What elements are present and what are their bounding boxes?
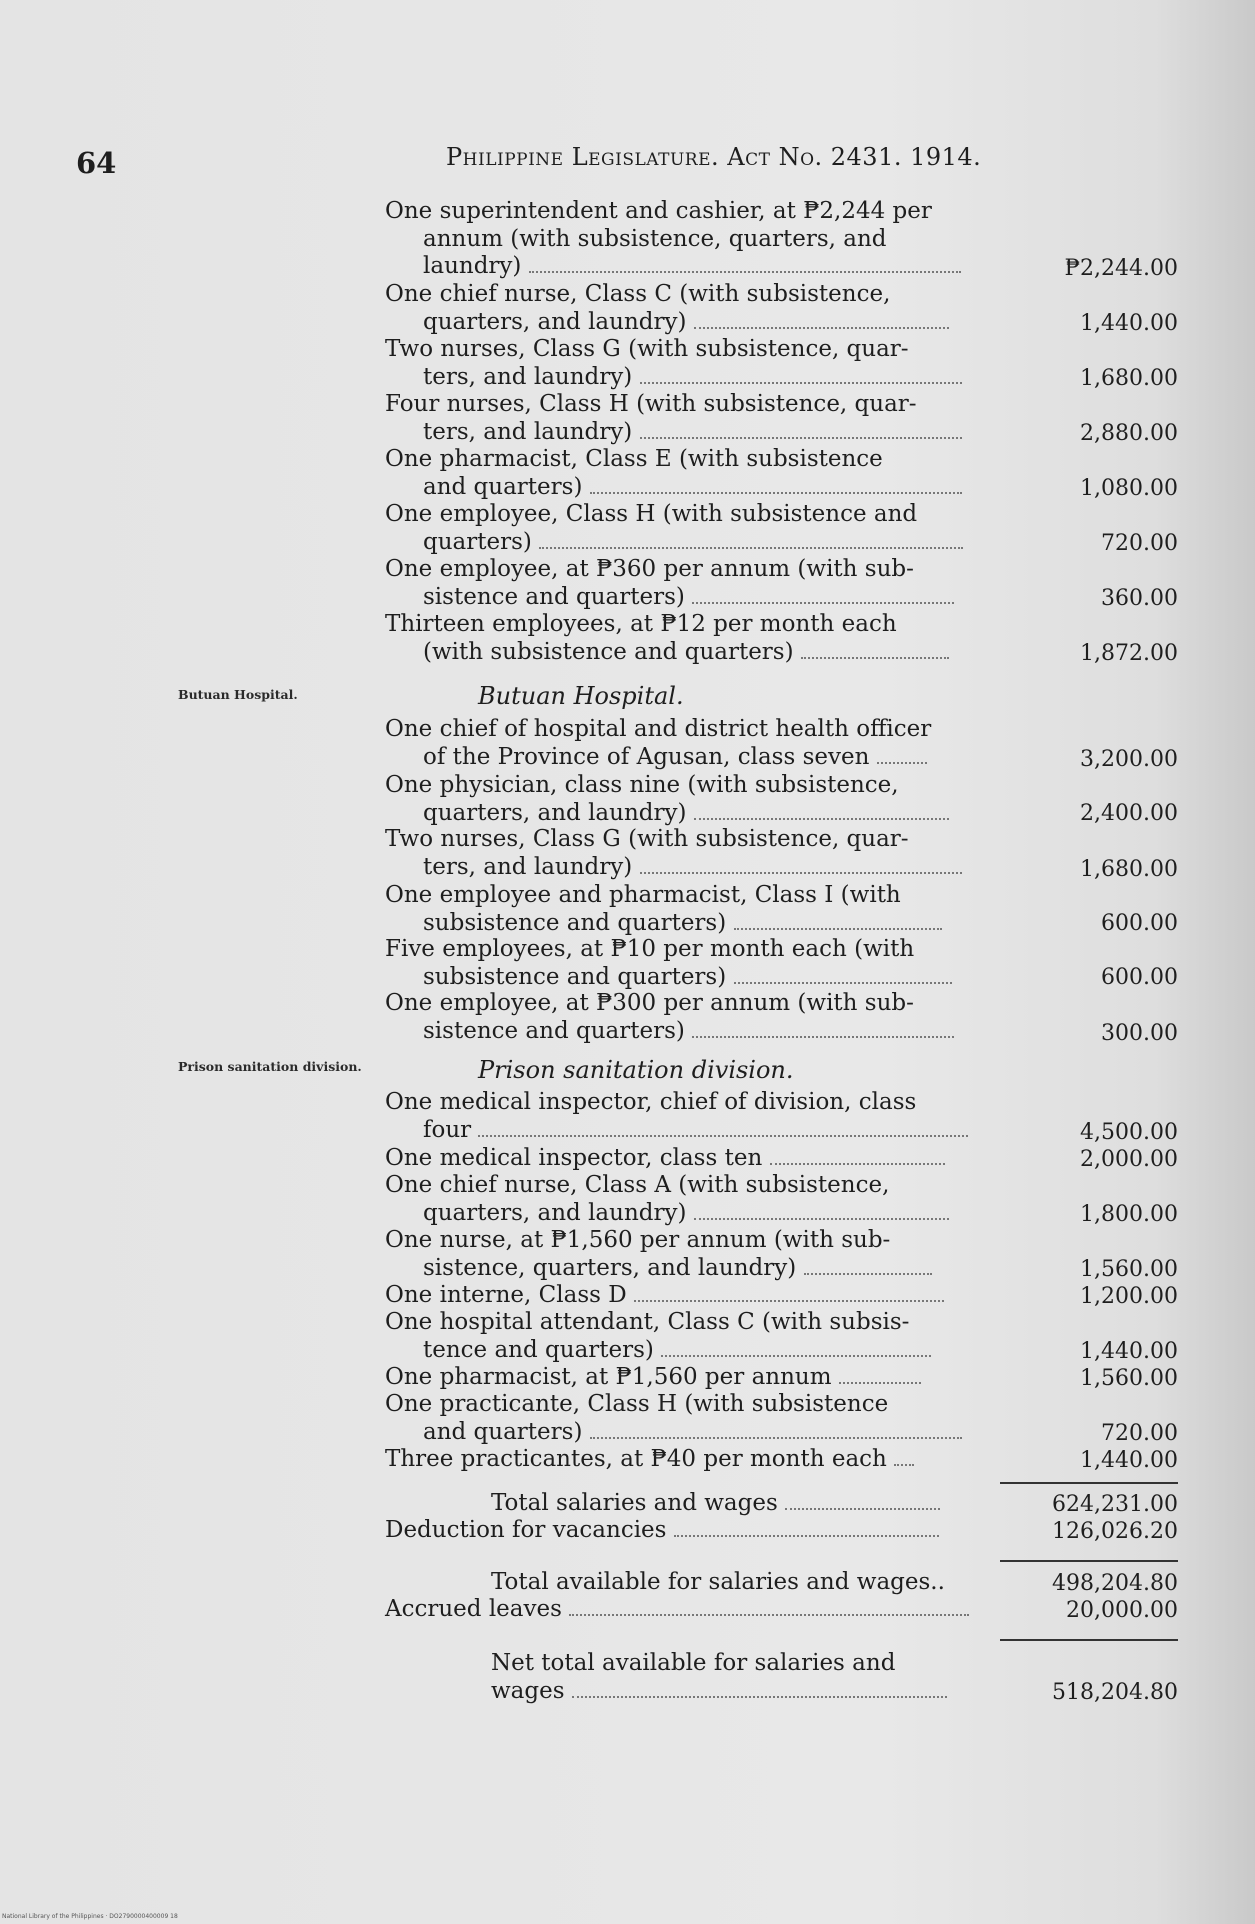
entry-text: One chief nurse, Class A (with subsistence, [385, 1172, 890, 1198]
page-number: 64 [76, 146, 117, 180]
entry-text: Total salaries and wages [491, 1490, 778, 1516]
amount: 1,440.00 [1080, 1448, 1178, 1473]
entry-text: One superintendent and cashier, at ₱2,244 per [385, 198, 932, 224]
amount: 1,440.00 [1080, 311, 1178, 336]
entry-text: quarters, and laundry) [423, 1199, 687, 1226]
amount: 1,680.00 [1080, 857, 1178, 882]
entry [385, 336, 1190, 391]
entry-text: Four nurses, Class H (with subsistence, quar- [385, 391, 917, 417]
amount: 1,872.00 [1080, 641, 1178, 666]
entry-text: of the Province of Agusan, class seven [423, 743, 870, 770]
amount: 3,200.00 [1080, 747, 1178, 772]
entry-text: One practicante, Class H (with subsistence [385, 1391, 889, 1417]
entry-text: One physician, class nine (with subsistence, [385, 772, 899, 798]
entry [385, 716, 1190, 772]
amount: 20,000.00 [1066, 1598, 1178, 1623]
entry-text: One employee, at ₱300 per annum (with sub- [385, 990, 914, 1016]
rule [1000, 1560, 1178, 1562]
entry-text: One hospital attendant, Class C (with subsis- [385, 1309, 910, 1335]
entry-text: quarters) [423, 528, 532, 555]
entry-text: ters, and laundry) [423, 853, 633, 880]
total-entry [385, 1650, 1190, 1705]
amount: 624,231.00 [1052, 1492, 1178, 1517]
entry [385, 501, 1190, 556]
amount: 720.00 [1101, 531, 1178, 556]
entry-text: Accrued leaves [385, 1596, 562, 1622]
amount: 1,800.00 [1080, 1202, 1178, 1227]
amount: 518,204.80 [1052, 1680, 1178, 1705]
amount: 2,000.00 [1080, 1147, 1178, 1172]
entry-text: subsistence and quarters) [423, 909, 727, 936]
entry-text: four [423, 1116, 472, 1143]
amount: 600.00 [1101, 965, 1178, 990]
amount: ₱2,244.00 [1064, 256, 1178, 281]
entry [385, 281, 1190, 336]
entry [385, 611, 1190, 666]
entry [385, 1089, 1190, 1145]
entry-text: One pharmacist, at ₱1,560 per annum [385, 1364, 832, 1390]
entry [385, 1364, 1190, 1391]
entry [385, 198, 1190, 281]
entry-text: One employee, at ₱360 per annum (with sub- [385, 556, 914, 582]
entry-text: laundry) [423, 253, 522, 279]
entry [385, 772, 1190, 826]
amount: 2,880.00 [1080, 421, 1178, 446]
entry-text: subsistence and quarters) [423, 963, 727, 990]
entry-text: and quarters) [423, 473, 583, 500]
footer-tag: National Library of the Philippines · DO2790000400009 18 [2, 1913, 178, 1920]
entry-text: Net total available for salaries and [491, 1650, 896, 1676]
entry-text: One pharmacist, Class E (with subsistence [385, 446, 883, 472]
entry-text: One employee, Class H (with subsistence and [385, 501, 918, 527]
entry-text: and quarters) [423, 1418, 583, 1445]
entry [385, 1391, 1190, 1446]
entry-text: One chief of hospital and district health officer [385, 716, 932, 742]
entry-text: wages [491, 1677, 565, 1704]
entry [385, 1172, 1190, 1227]
entry-text: Two nurses, Class G (with subsistence, quar- [385, 336, 909, 362]
section-heading-prison: Prison sanitation division. [478, 1056, 794, 1084]
entry-text: tence and quarters) [423, 1336, 654, 1363]
entry-text: Thirteen employees, at ₱12 per month each [385, 611, 897, 637]
amount: 126,026.20 [1052, 1519, 1178, 1544]
entry [385, 882, 1190, 936]
entry-text: One interne, Class D [385, 1282, 627, 1308]
amount: 4,500.00 [1080, 1120, 1178, 1145]
rule [1000, 1482, 1178, 1484]
amount: 1,560.00 [1080, 1366, 1178, 1391]
entry-text: Two nurses, Class G (with subsistence, quar- [385, 826, 909, 852]
entry [385, 391, 1190, 446]
entry [385, 826, 1190, 882]
amount: 1,440.00 [1080, 1339, 1178, 1364]
total-entry: Total available for salaries and wages.. 498,204.80 [491, 1569, 1178, 1596]
amount: 1,560.00 [1080, 1257, 1178, 1282]
entry-text: sistence and quarters) [423, 583, 685, 610]
amount: 1,680.00 [1080, 366, 1178, 391]
amount: 300.00 [1101, 1021, 1178, 1046]
entry-text: Deduction for vacancies [385, 1517, 667, 1543]
entry [385, 1282, 1190, 1309]
section-heading-butuan: Butuan Hospital. [478, 682, 684, 710]
entry-text: Three practicantes, at ₱40 per month each [385, 1446, 887, 1472]
entry [385, 446, 1190, 501]
amount: 720.00 [1101, 1421, 1178, 1446]
amount: 600.00 [1101, 911, 1178, 936]
sidenote-prison: Prison sanitation division. [178, 1059, 362, 1074]
entry-text: sistence, quarters, and laundry) [423, 1254, 797, 1281]
entry [385, 556, 1190, 611]
entry-text: quarters, and laundry) [423, 799, 687, 826]
entry-text: One employee and pharmacist, Class I (with [385, 882, 901, 908]
entry [385, 1309, 1190, 1364]
entry-text: ters, and laundry) [423, 418, 633, 445]
entry-text: quarters, and laundry) [423, 308, 687, 335]
amount: 1,080.00 [1080, 476, 1178, 501]
sidenote-butuan: Butuan Hospital. [178, 687, 298, 702]
entry [385, 1446, 1190, 1473]
amount: 498,204.80 [1052, 1571, 1178, 1596]
amount: 360.00 [1101, 586, 1178, 611]
entry [385, 990, 1190, 1046]
rule [1000, 1639, 1178, 1641]
entry-text: (with subsistence and quarters) [423, 638, 794, 665]
amount: 2,400.00 [1080, 801, 1178, 826]
entry-text: ters, and laundry) [423, 363, 633, 390]
entry-text: One nurse, at ₱1,560 per annum (with sub- [385, 1227, 891, 1253]
amount: 1,200.00 [1080, 1284, 1178, 1309]
entry-text: One chief nurse, Class C (with subsistence, [385, 281, 891, 307]
entry-text: Five employees, at ₱10 per month each (with [385, 936, 915, 962]
entry-text: annum (with subsistence, quarters, and [423, 225, 887, 252]
total-entry [385, 1490, 1190, 1517]
entry-text: One medical inspector, class ten [385, 1145, 763, 1171]
running-head: Philippine Legislature. Act No. 2431. 1914. [446, 143, 982, 171]
entry-text: One medical inspector, chief of division, class [385, 1089, 917, 1115]
entry-text: sistence and quarters) [423, 1017, 685, 1044]
entry [385, 1145, 1190, 1172]
total-entry [385, 1596, 1190, 1623]
entry [385, 1227, 1190, 1282]
entry-text: Total available for salaries and wages [491, 1569, 931, 1595]
entry [385, 936, 1190, 990]
total-entry [385, 1517, 1190, 1544]
